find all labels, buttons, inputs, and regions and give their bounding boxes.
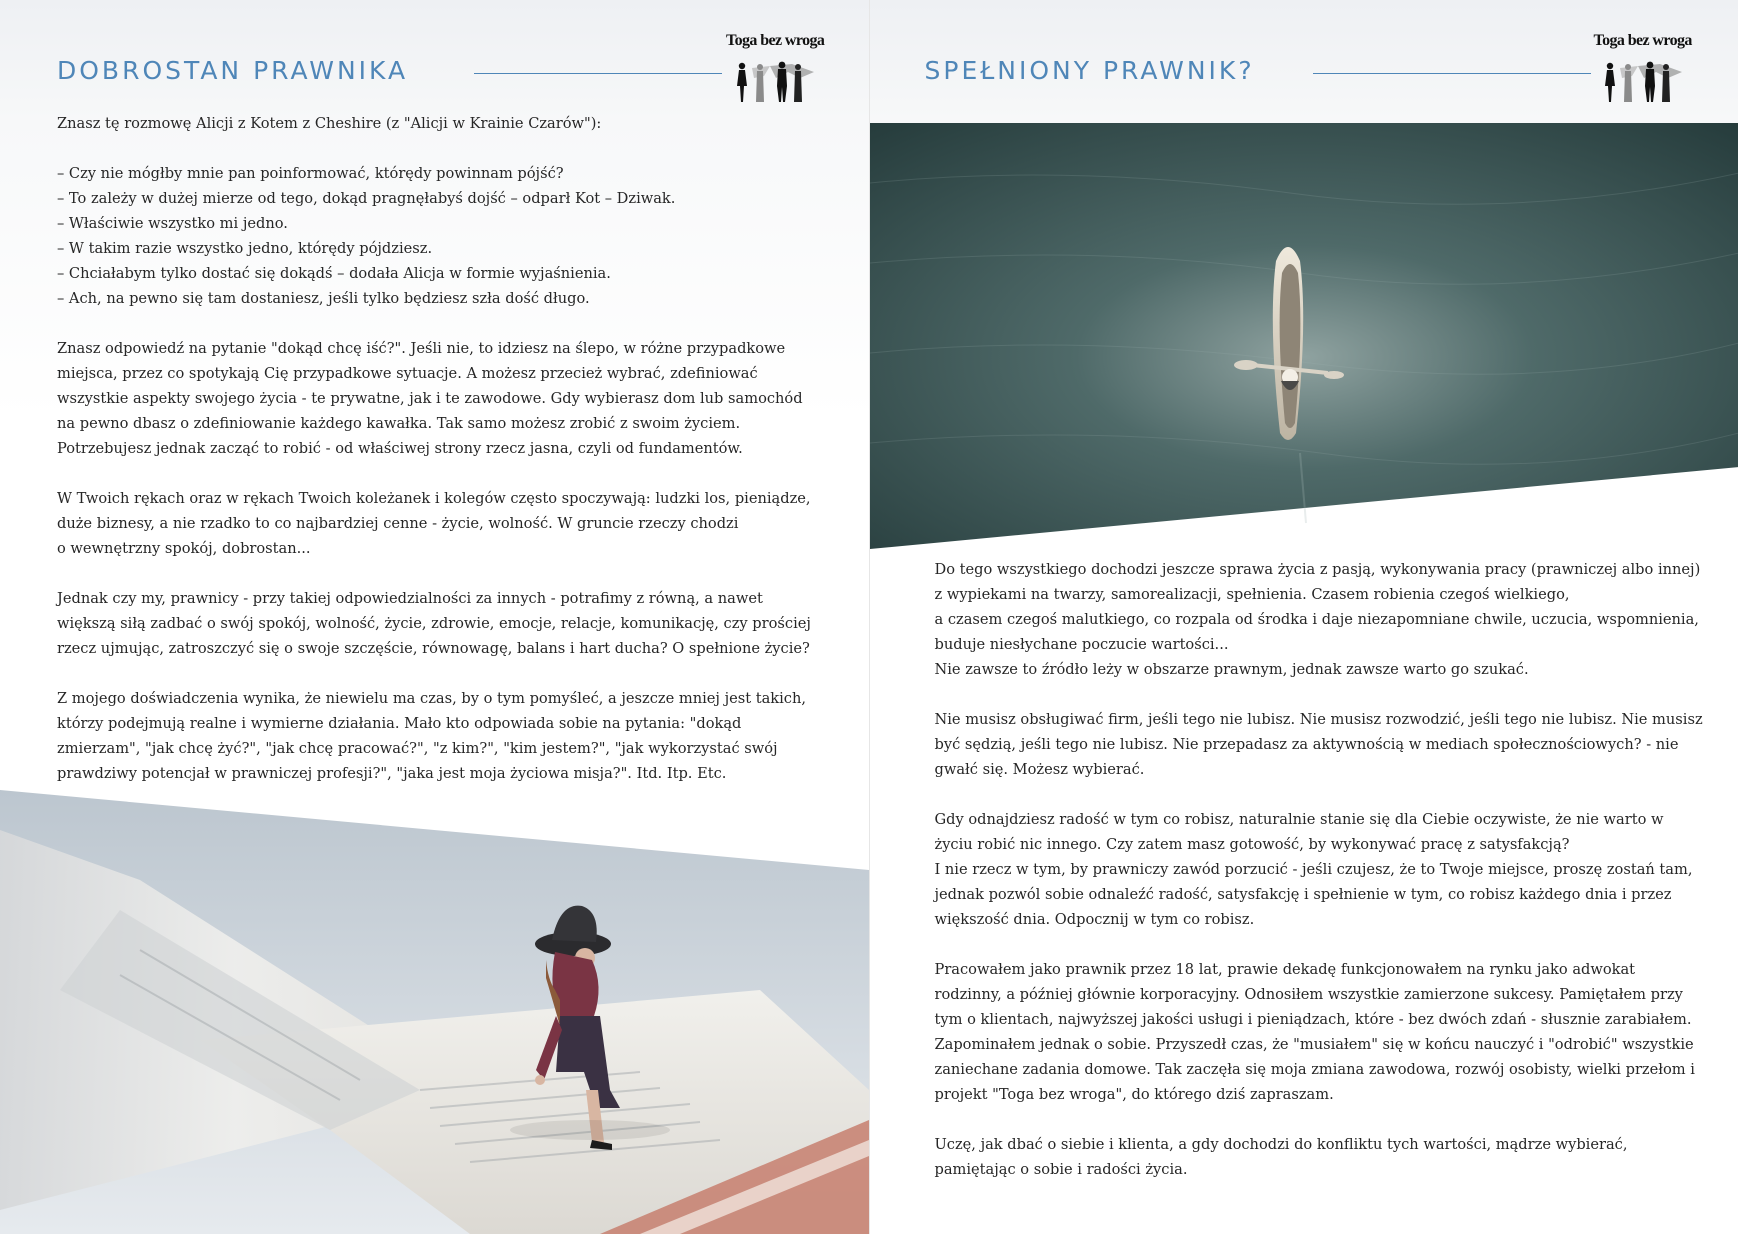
text-line: z wypiekami na twarzy, samorealizacji, spełnienia. Czasem robienia czegoś wielkiego, bbox=[934, 586, 1570, 603]
rowboat-on-water-photo bbox=[870, 123, 1738, 551]
right-page-heading: SPEŁNIONY PRAWNIK? bbox=[924, 56, 1255, 85]
paragraph bbox=[935, 1132, 1715, 1182]
paragraph bbox=[935, 557, 1715, 682]
text-line: I nie rzecz w tym, by prawniczy zawód porzucić - jeśli czujesz, że to Twoje miejsce, proszę zostań tam, bbox=[934, 861, 1693, 878]
right-page-body bbox=[935, 557, 1715, 1182]
text-line: którzy podejmują realne i wymierne działania. Mało kto odpowiada sobie na pytania: "dokąd bbox=[57, 715, 742, 732]
text-line: rodzinny, a później głównie korporacyjny. Odnosiłem wszystkie zamierzone sukcesy. Pamiętałem przy bbox=[934, 986, 1683, 1003]
text-line: rzecz ujmując, zatroszczyć się o swoje szczęście, równowagę, balans i hart ducha? O spełnione życie? bbox=[57, 640, 810, 657]
text-line: Pracowałem jako prawnik przez 18 lat, prawie dekadę funkcjonowałem na rynku jako adwokat bbox=[934, 961, 1636, 978]
woman-on-open-book-photo bbox=[0, 790, 869, 1234]
text-line: W Twoich rękach oraz w rękach Twoich koleżanek i kolegów często spoczywają: ludzki los, pieniądze, bbox=[57, 490, 811, 507]
text-line: życiu robić nic innego. Czy zatem masz gotowość, by wykonywać pracę z satysfakcją? bbox=[934, 836, 1570, 853]
text-line: Uczę, jak dbać o siebie i klienta, a gdy dochodzi do konfliktu tych wartości, mądrze wybierać, bbox=[934, 1136, 1628, 1153]
brand-logo bbox=[726, 32, 825, 112]
right-page bbox=[869, 0, 1738, 1234]
heading-rule bbox=[1313, 73, 1591, 74]
left-page-body bbox=[57, 111, 811, 786]
paragraph bbox=[57, 486, 811, 561]
dialogue-paragraph bbox=[57, 161, 807, 311]
heading-rule bbox=[474, 73, 722, 74]
text-line: Znasz odpowiedź na pytanie "dokąd chcę iść?". Jeśli nie, to idziesz na ślepo, w różne przypadkowe bbox=[57, 340, 786, 357]
text-line: Jednak czy my, prawnicy - przy takiej odpowiedzialności za innych - potrafimy z równą, a nawet bbox=[57, 590, 763, 607]
left-page-heading: DOBROSTAN PRAWNIKA bbox=[57, 56, 409, 85]
paragraph bbox=[57, 686, 807, 786]
text-line: większą siłą zadbać o swój spokój, wolność, życie, zdrowie, emocje, relacje, komunikację, czy prościej bbox=[57, 615, 811, 632]
text-line: Nie zawsze to źródło leży w obszarze prawnym, jednak zawsze warto go szukać. bbox=[934, 661, 1529, 678]
brand-logo-text: Toga bez wroga bbox=[1593, 32, 1692, 49]
paragraph bbox=[935, 957, 1715, 1107]
text-line: wszystkie aspekty swojego życia - te prywatne, jak i te zawodowe. Gdy wybierasz dom lub samochód bbox=[57, 390, 803, 407]
text-line: – Chciałabym tylko dostać się dokądś – dodała Alicja w formie wyjaśnienia. bbox=[57, 265, 611, 282]
text-line: na pewno dbasz o zdefiniowanie każdego kawałka. Tak samo możesz zrobić z swoim życiem. bbox=[57, 415, 741, 432]
text-line: Zapominałem jednak o sobie. Przyszedł czas, że "musiałem" się w końcu nauczyć i "odrobić" wszystkie bbox=[934, 1036, 1694, 1053]
text-line: Potrzebujesz jednak zacząć to robić - od właściwej strony rzecz jasna, czyli od fundamentów. bbox=[57, 440, 743, 457]
text-line: Do tego wszystkiego dochodzi jeszcze sprawa życia z pasją, wykonywania pracy (prawniczej albo innej) bbox=[934, 561, 1701, 578]
text-line: tym o klientach, najwyższej jakości usługi i pieniądzach, które - bez dwóch zdań - słusznie zarabiałem. bbox=[934, 1011, 1692, 1028]
paragraph bbox=[57, 336, 807, 461]
text-line: jednak pozwól sobie odnaleźć radość, satysfakcję i spełnienie w tym, co robisz każdego dnia i przez bbox=[934, 886, 1672, 903]
text-line: pamiętając o sobie i radości życia. bbox=[934, 1161, 1188, 1178]
text-line: duże biznesy, a nie rzadko to co najbardziej cenne - życie, wolność. W gruncie rzeczy chodzi bbox=[57, 515, 739, 532]
paragraph bbox=[57, 111, 807, 136]
text-line: zmierzam", "jak chcę żyć?", "jak chcę pracować?", "z kim?", "kim jestem?", "jak wykorzystać swój bbox=[57, 740, 778, 757]
text-line: – Czy nie mógłby mnie pan poinformować, którędy powinnam pójść? bbox=[57, 165, 564, 182]
text-line: projekt "Toga bez wroga", do którego dziś zapraszam. bbox=[934, 1086, 1334, 1103]
text-line: o wewnętrzny spokój, dobrostan... bbox=[57, 540, 311, 557]
paragraph bbox=[935, 807, 1715, 932]
brand-logo bbox=[1594, 32, 1690, 112]
brand-logo-text: Toga bez wroga bbox=[726, 32, 825, 49]
text-line: miejsca, przez co spotykają Cię przypadkowe sytuacje. A możesz przecież wybrać, zdefiniować bbox=[57, 365, 758, 382]
text-line: Z mojego doświadczenia wynika, że niewielu ma czas, by o tym pomyśleć, a jeszcze mniej jest takich, bbox=[57, 690, 807, 707]
text-line: zaniechane zadania domowe. Tak zaczęła się moja zmiana zawodowa, rozwój osobisty, wielki przełom i bbox=[934, 1061, 1695, 1078]
text-line: prawdziwy potencjał w prawniczej profesji?", "jaka jest moja życiowa misja?". Itd. Itp. Etc. bbox=[57, 765, 727, 782]
paragraph bbox=[935, 707, 1715, 782]
text-line: Nie musisz obsługiwać firm, jeśli tego nie lubisz. Nie musisz rozwodzić, jeśli tego nie lubisz. Nie musisz bbox=[934, 711, 1703, 728]
text-line: a czasem czegoś malutkiego, co rozpala od środka i daje niezapomniane chwile, uczucia, wspomnienia, bbox=[934, 611, 1699, 628]
paragraph bbox=[57, 586, 811, 661]
text-line: – Właściwie wszystko mi jedno. bbox=[57, 215, 288, 232]
text-line: – Ach, na pewno się tam dostaniesz, jeśli tylko będziesz szła dość długo. bbox=[57, 290, 590, 307]
text-line: buduje niesłychane poczucie wartości... bbox=[934, 636, 1229, 653]
lawyer-figures-icon bbox=[730, 56, 818, 110]
lawyer-figures-icon bbox=[1598, 56, 1686, 110]
text-line: gwałć się. Możesz wybierać. bbox=[934, 761, 1145, 778]
text-line: – To zależy w dużej mierze od tego, dokąd pragnęłabyś dojść – odparł Kot – Dziwak. bbox=[57, 190, 676, 207]
text-line: Znasz tę rozmowę Alicji z Kotem z Cheshire (z "Alicji w Krainie Czarów"): bbox=[57, 115, 602, 132]
text-line: być sędzią, jeśli tego nie lubisz. Nie przepadasz za aktywnością w mediach społecznościowych? - nie bbox=[934, 736, 1679, 753]
text-line: Gdy odnajdziesz radość w tym co robisz, naturalnie stanie się dla Ciebie oczywiste, że nie warto w bbox=[934, 811, 1664, 828]
text-line: – W takim razie wszystko jedno, którędy pójdziesz. bbox=[57, 240, 433, 257]
text-line: większość dnia. Odpocznij w tym co robisz. bbox=[934, 911, 1255, 928]
